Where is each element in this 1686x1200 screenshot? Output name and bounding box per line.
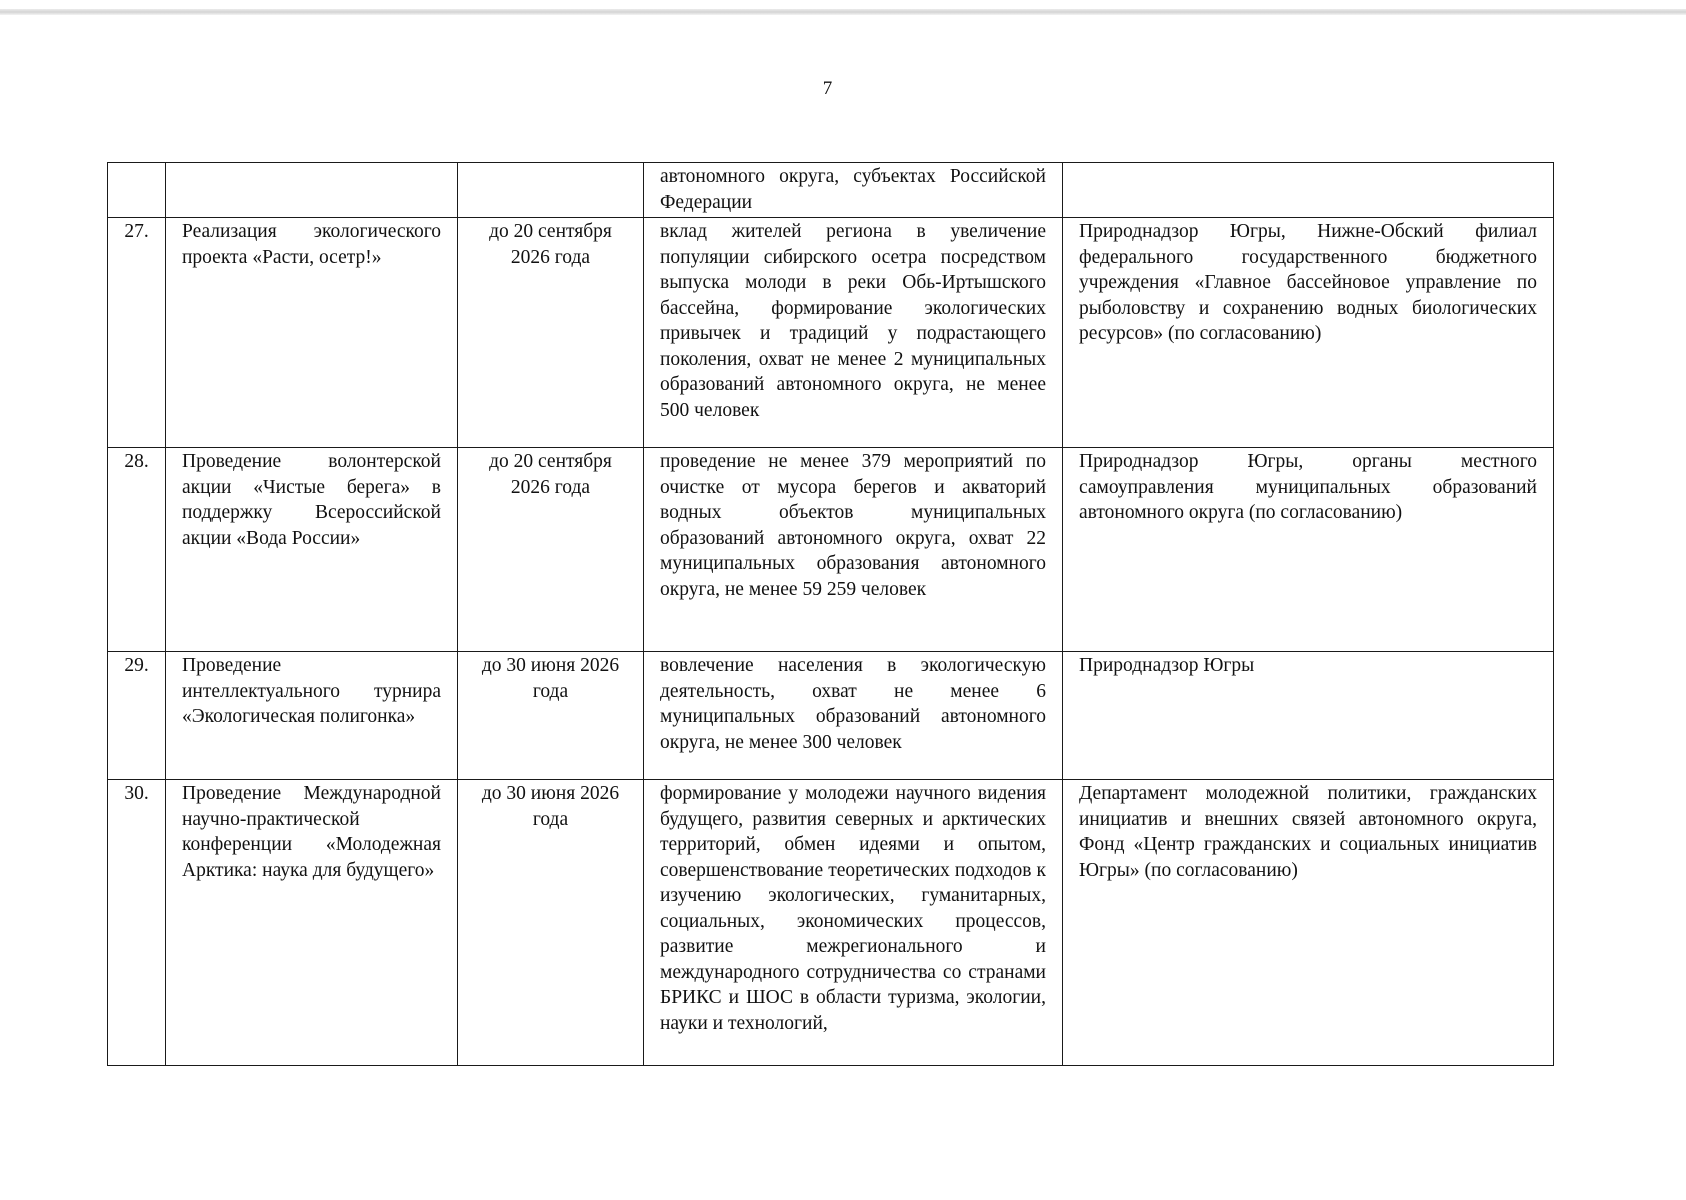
table-row-continuation <box>108 163 1554 218</box>
cell-executors <box>1063 163 1554 218</box>
cell-event-name: Проведение интеллектуального турнира «Экологическая полигонка» <box>166 652 458 780</box>
cell-executors: Природнадзор Югры, органы местного самоуправления муниципальных образований автономного округа (по согласованию) <box>1063 448 1554 652</box>
page-number: 7 <box>822 78 833 99</box>
cell-number: 28. <box>108 448 166 652</box>
cell-event-name <box>166 163 458 218</box>
cell-deadline: до 30 июня 2026 года <box>458 652 644 780</box>
cell-result: проведение не менее 379 мероприятий по очистке от мусора берегов и акваторий водных объектов муниципальных образований автономного округа, охват 22 муниципальных образования автономного округа, не менее 59 259 человек <box>644 448 1063 652</box>
cell-executors: Департамент молодежной политики, гражданских инициатив и внешних связей автономного округа, Фонд «Центр гражданских и социальных инициатив Югры» (по согласованию) <box>1063 780 1554 1066</box>
cell-result: формирование у молодежи научного видения будущего, развития северных и арктических территорий, обмен идеями и опытом, совершенствование теоретических подходов к изучению экологических, гуманитарных, социальных, экономических процессов, развитие межрегионального и международного сотрудничества со странами БРИКС и ШОС в области туризма, экологии, науки и технологий, <box>644 780 1063 1066</box>
cell-deadline: до 20 сентября 2026 года <box>458 448 644 652</box>
cell-deadline <box>458 163 644 218</box>
cell-event-name: Проведение волонтерской акции «Чистые берега» в поддержку Всероссийской акции «Вода России» <box>166 448 458 652</box>
cell-number <box>108 163 166 218</box>
cell-number: 27. <box>108 218 166 448</box>
cell-deadline: до 20 сентября 2026 года <box>458 218 644 448</box>
cell-executors: Природнадзор Югры, Нижне-Обский филиал федерального государственного бюджетного учреждения «Главное бассейновое управление по рыболовству и сохранению водных биологических ресурсов» (по согласованию) <box>1063 218 1554 448</box>
table-row <box>108 652 1554 780</box>
cell-number: 30. <box>108 780 166 1066</box>
cell-event-name: Проведение Международной научно-практической конференции «Молодежная Арктика: наука для будущего» <box>166 780 458 1066</box>
scan-edge <box>0 9 1686 15</box>
table-row <box>108 448 1554 652</box>
cell-event-name: Реализация экологического проекта «Расти, осетр!» <box>166 218 458 448</box>
table-row <box>108 218 1554 448</box>
cell-executors: Природнадзор Югры <box>1063 652 1554 780</box>
table-row <box>108 780 1554 1066</box>
cell-result: вовлечение населения в экологическую деятельность, охват не менее 6 муниципальных образований автономного округа, не менее 300 человек <box>644 652 1063 780</box>
cell-deadline: до 30 июня 2026 года <box>458 780 644 1066</box>
cell-number: 29. <box>108 652 166 780</box>
events-table <box>107 162 1554 1066</box>
cell-result: автономного округа, субъектах Российской Федерации <box>644 163 1063 218</box>
cell-result: вклад жителей региона в увеличение популяции сибирского осетра посредством выпуска молоди в реки Обь-Иртышского бассейна, формирование экологических привычек и традиций у подрастающего поколения, охват не менее 2 муниципальных образований автономного округа, не менее 500 человек <box>644 218 1063 448</box>
